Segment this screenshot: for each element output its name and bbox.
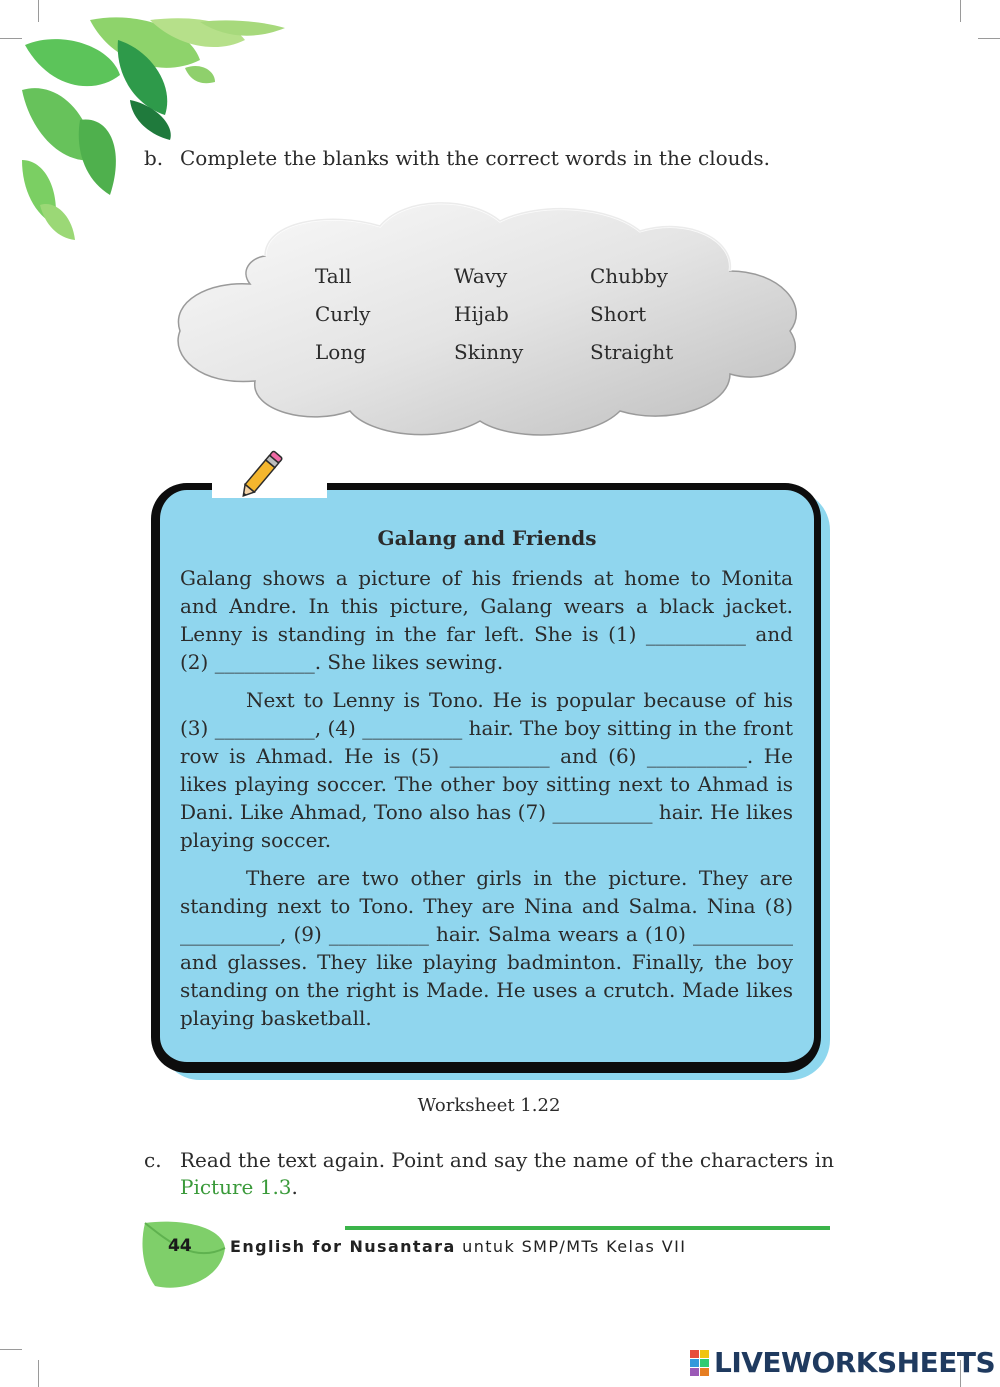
instruction-c-end: . bbox=[291, 1175, 298, 1199]
cloud-word: Wavy bbox=[454, 264, 508, 288]
liveworksheets-text: LIVEWORKSHEETS bbox=[714, 1346, 996, 1379]
story-paragraph: Next to Lenny is Tono. He is popular because of his (3) __________, (4) __________ hair. The boy sitting in the front row is Ahmad. He is (5) __________ and (6) __________. He likes playing soccer. The other boy sitting next to Ahmad is Dani. Like Ahmad, Tono also has (7) __________ hair. He likes playing soccer. bbox=[180, 688, 793, 852]
cloud-word: Hijab bbox=[454, 302, 509, 326]
instruction-c-text: Read the text again. Point and say the name of the characters in bbox=[180, 1148, 834, 1172]
instruction-text: Complete the blanks with the correct words in the clouds. bbox=[180, 146, 770, 170]
instruction-label: c. bbox=[144, 1148, 162, 1172]
liveworksheets-logo bbox=[690, 1345, 996, 1381]
book-subtitle: untuk SMP/MTs Kelas VII bbox=[462, 1237, 687, 1256]
story-paragraph: Galang shows a picture of his friends at home to Monita and Andre. In this picture, Galang wears a black jacket. Lenny is standing in the far left. She is (1) __________ and (2) __________. She likes sewing. bbox=[180, 566, 793, 674]
cloud-word: Long bbox=[315, 340, 367, 364]
crop-mark bbox=[0, 1349, 22, 1350]
cloud-word: Chubby bbox=[590, 264, 668, 288]
cloud-word: Short bbox=[590, 302, 647, 326]
picture-link[interactable]: Picture 1.3 bbox=[180, 1175, 292, 1199]
pencil-icon bbox=[232, 448, 288, 504]
crop-mark bbox=[978, 38, 1000, 39]
story-paragraph: There are two other girls in the picture. They are standing next to Tono. They are Nina and Salma. Nina (8) __________, (9) __________ hair. Salma wears a (10) __________ and glasses. They like playing badminton. Finally, the boy standing on the right is Made. He uses a crutch. Made likes playing basketball. bbox=[180, 866, 793, 1030]
worksheet-caption: Worksheet 1.22 bbox=[417, 1095, 561, 1116]
footer-rule bbox=[345, 1226, 830, 1230]
cloud-word: Curly bbox=[315, 302, 371, 326]
page-number: 44 bbox=[168, 1236, 192, 1256]
instruction-text bbox=[180, 1147, 834, 1201]
cloud-word: Tall bbox=[315, 264, 352, 288]
cloud-word: Skinny bbox=[454, 340, 524, 364]
story-text bbox=[180, 564, 793, 1042]
crop-mark bbox=[38, 1360, 39, 1387]
book-title: English for Nusantara bbox=[230, 1237, 456, 1256]
instruction-label: b. bbox=[144, 146, 164, 170]
crop-mark bbox=[960, 0, 961, 22]
story-title: Galang and Friends bbox=[377, 526, 597, 550]
word-cloud-words bbox=[315, 262, 715, 366]
liveworksheets-mark-icon bbox=[690, 1350, 710, 1376]
cloud-word: Straight bbox=[590, 340, 674, 364]
footer-book-title bbox=[230, 1237, 686, 1256]
